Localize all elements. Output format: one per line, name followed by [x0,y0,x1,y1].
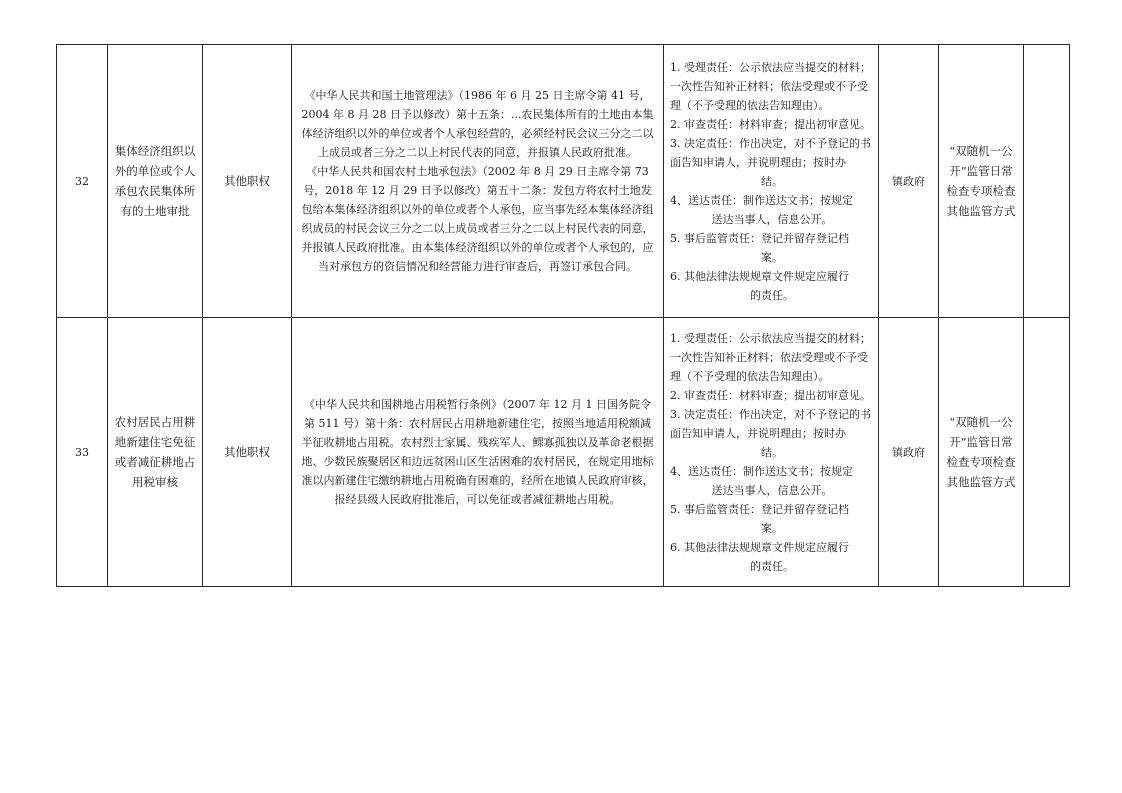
power-name-cell [108,318,203,587]
responsible-subject: 镇政府 [879,45,939,318]
responsibility-item-continuation: 送达当事人，信息公开。 [711,212,833,226]
responsibility-item: 5. 事后监管责任：登记并留存登记档 [670,231,849,245]
table-row [57,318,1070,587]
responsibility-item-continuation: 结。 [761,445,783,459]
responsibility-item: 3. 决定责任：作出决定，对不予登记的书面告知申请人，并说明理由；按时办 [670,407,871,440]
legal-basis-cell [292,318,664,587]
power-name: 农村居民占用耕地新建住宅免征或者减征耕地占用税审核 [114,415,196,489]
responsibility-item: 1. 受理责任：公示依法应当提交的材料；一次性告知补正材料；依法受理或不予受理（不予受理的依法告知理由）。 [670,60,871,112]
responsibility-item: 4、送达责任：制作送达文书；按规定 [670,193,853,207]
responsibility-item: 3. 决定责任：作出决定，对不予登记的书面告知申请人，并说明理由；按时办 [670,136,871,169]
responsibility-item: 1. 受理责任：公示依法应当提交的材料；一次性告知补正材料；依法受理或不予受理（不予受理的依法告知理由）。 [670,331,871,383]
power-category: 其他职权 [224,444,270,459]
power-category-cell [203,45,292,318]
supervision-cell [939,45,1024,318]
power-category: 其他职权 [224,173,270,188]
supervision-methods: “双随机一公开”监管日常检查专项检查其他监管方式 [946,415,1016,489]
responsibility-item: 6. 其他法律法规规章文件规定应履行 [670,540,849,554]
responsibility-item-continuation: 结。 [761,174,783,188]
power-name: 集体经济组织以外的单位或个人承包农民集体所有的土地审批 [114,144,196,218]
responsibility-item-continuation: 的责任。 [750,559,794,573]
power-name-cell [108,45,203,318]
responsibility-item-continuation: 的责任。 [750,288,794,302]
responsibility-item: 2. 审查责任：材料审查；提出初审意见。 [670,388,871,402]
responsibility-item-continuation: 案。 [761,250,783,264]
power-category-cell [203,318,292,587]
legal-basis [292,395,663,509]
remarks-cell [1024,45,1070,318]
supervision-cell [939,318,1024,587]
legal-basis-paragraph: 《中华人民共和国耕地占用税暂行条例》（2007 年 12 月 1 日国务院令第 511 号）第十条：农村居民占用耕地新建住宅，按照当地适用税额减半征收耕地占用税。农村烈士家属、残疾军人、鳏寡孤独以及革命老根据地、少数民族聚居区和边远贫困山区生活困难的农村居民，在规定用地标准以内新建住宅缴纳耕地占用税确有困难的，经所在地镇人民政府审核，报经县级人民政府批准后，可以免征或者减征耕地占用税。 [301,398,654,506]
legal-basis-cell [292,45,664,318]
responsibility-item: 4、送达责任：制作送达文书；按规定 [670,464,853,478]
responsibility-item: 6. 其他法律法规规章文件规定应履行 [670,269,849,283]
supervision-methods: “双随机一公开”监管日常检查专项检查其他监管方式 [946,144,1016,218]
responsibility-item: 5. 事后监管责任：登记并留存登记档 [670,502,849,516]
row-number: 33 [57,318,108,587]
legal-basis-paragraph: 《中华人民共和国土地管理法》（1986 年 6 月 25 日主席令第 41 号，2004 年 8 月 28 日予以修改）第十五条：...农民集体所有的土地由本集体经济组织以外的单位或者个人承包经营的，必须经村民会议三分之二以上成员或者三分之二以上村民代表的同意，并报镇人民政府批准。 [301,89,654,159]
responsible-subject: 镇政府 [879,318,939,587]
responsibility-cell [664,318,879,587]
responsibility-item-continuation: 送达当事人，信息公开。 [711,483,833,497]
row-number: 32 [57,45,108,318]
responsibility-item: 2. 审查责任：材料审查；提出初审意见。 [670,117,871,131]
responsibility-cell [664,45,879,318]
table-row [57,45,1070,318]
legal-basis [292,86,663,276]
remarks-cell [1024,318,1070,587]
power-list-table [56,44,1070,587]
legal-basis-paragraph: 《中华人民共和国农村土地承包法》（2002 年 8 月 29 日主席令第 73 号，2018 年 12 月 29 日予以修改）第五十二条：发包方将农村土地发包给本集体经济组织以外的单位或者个人承包，应当事先经本集体经济组织成员的村民会议三分之二以上成员或者三分之二以上村民代表的同意，并报镇人民政府批准。由本集体经济组织以外的单位或者个人承包的，应当对承包方的资信情况和经营能力进行审查后，再签订承包合同。 [301,165,654,273]
responsibility-list [664,329,878,576]
responsibility-list [664,58,878,305]
responsibility-item-continuation: 案。 [761,521,783,535]
